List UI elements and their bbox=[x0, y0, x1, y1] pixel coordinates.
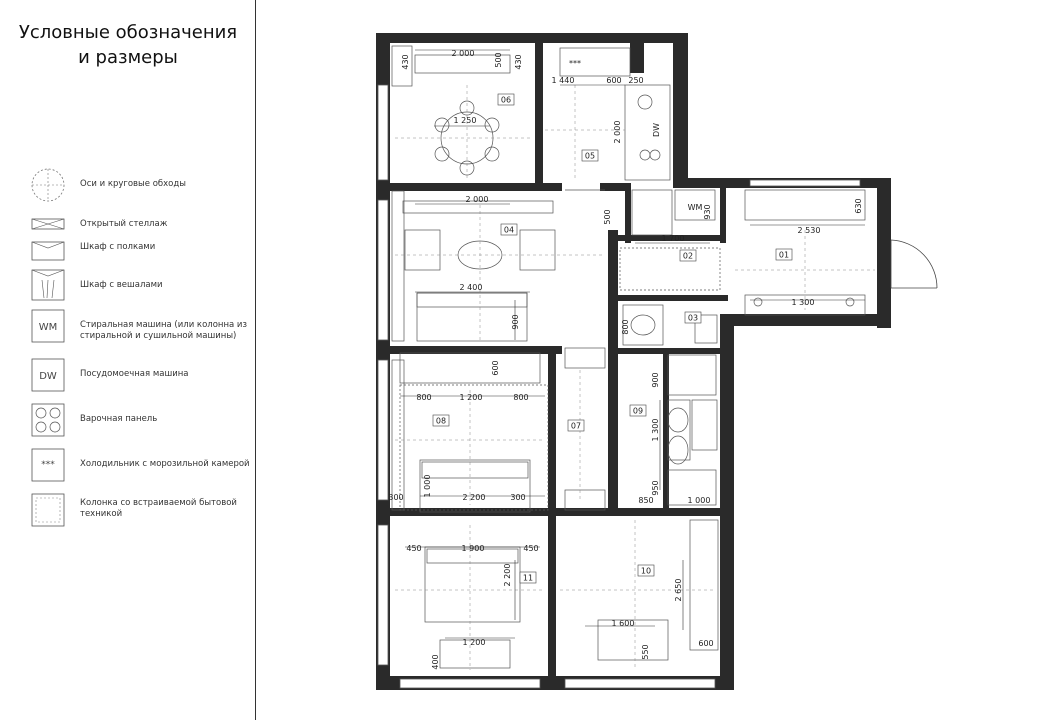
legend-label: Открытый стеллаж bbox=[80, 219, 168, 229]
dim-800-b: 800 bbox=[513, 393, 529, 402]
dim-1700: 1 700 bbox=[661, 234, 685, 243]
legend-title-line1: Условные обозначения bbox=[18, 22, 238, 43]
room-05-label: 05 bbox=[584, 151, 596, 161]
windows bbox=[378, 85, 860, 688]
room-03-label: 03 bbox=[687, 313, 699, 323]
legend-panel bbox=[0, 0, 256, 720]
plan-fridge-label: *** bbox=[569, 59, 581, 68]
appliance-column-icon bbox=[30, 492, 66, 528]
dim-600-08: 600 bbox=[491, 360, 500, 376]
dim-950: 950 bbox=[651, 480, 660, 496]
dim-1440: 1 440 bbox=[551, 76, 575, 85]
dim-300-b: 300 bbox=[510, 493, 526, 502]
dim-250: 250 bbox=[628, 76, 644, 85]
dim-2000-k: 2 000 bbox=[613, 120, 622, 144]
legend-title-line2: и размеры bbox=[78, 47, 178, 68]
room-01-label: 01 bbox=[778, 250, 790, 260]
floor-plan bbox=[370, 30, 950, 695]
dim-450-a: 450 bbox=[406, 544, 422, 553]
cooktop-icon bbox=[30, 402, 66, 438]
dim-800-03: 800 bbox=[621, 319, 630, 335]
dim-1300-01: 1 300 bbox=[791, 298, 815, 307]
plan-dw-label: DW bbox=[652, 122, 661, 138]
dim-430-b: 430 bbox=[514, 54, 523, 70]
dim-2650: 2 650 bbox=[674, 578, 683, 602]
dim-2000-lr: 2 000 bbox=[465, 195, 489, 204]
dim-900-09: 900 bbox=[651, 372, 660, 388]
legend-label: Шкаф с полками bbox=[80, 242, 156, 252]
entry-door bbox=[891, 240, 937, 288]
dim-1000-09: 1 000 bbox=[687, 496, 711, 505]
room-10-label: 10 bbox=[640, 566, 652, 576]
axis-lines bbox=[395, 85, 875, 670]
dim-430-a: 430 bbox=[401, 54, 410, 70]
dim-1200-11: 1 200 bbox=[462, 638, 486, 647]
dw-symbol: DW bbox=[39, 371, 57, 382]
dim-930: 930 bbox=[703, 204, 712, 220]
legend-label: Шкаф с вешалами bbox=[80, 280, 163, 290]
dimension-texts bbox=[388, 49, 863, 670]
dim-1250: 1 250 bbox=[453, 116, 477, 125]
dishwasher-icon bbox=[30, 357, 66, 393]
dim-550: 550 bbox=[641, 644, 650, 660]
dim-450-b: 450 bbox=[523, 544, 539, 553]
dim-600-10: 600 bbox=[698, 639, 714, 648]
dim-2200-08: 2 200 bbox=[462, 493, 486, 502]
legend-label: Посудомоечная машина bbox=[80, 369, 189, 379]
dim-1200-08: 1 200 bbox=[459, 393, 483, 402]
legend-label: Холодильник с морозильной камерой bbox=[80, 459, 250, 469]
dim-400: 400 bbox=[431, 654, 440, 670]
room-07-label: 07 bbox=[570, 421, 582, 431]
hanger-cabinet-icon bbox=[30, 268, 66, 304]
fridge-symbol: *** bbox=[41, 460, 55, 470]
dim-2000-top: 2 000 bbox=[451, 49, 475, 58]
legend-label: Колонка со встраиваемой бытовой техникой bbox=[80, 498, 237, 519]
dim-1900: 1 900 bbox=[461, 544, 485, 553]
wm-symbol: WM bbox=[38, 322, 58, 333]
dim-1600: 1 600 bbox=[611, 619, 635, 628]
legend-label: Стиральная машина (или колонна из стиральной и сушильной машины) bbox=[80, 320, 247, 341]
dim-800-a: 800 bbox=[416, 393, 432, 402]
walls bbox=[376, 33, 891, 690]
fridge-icon bbox=[30, 447, 66, 483]
axis-circle-icon bbox=[30, 167, 66, 203]
dim-2400: 2 400 bbox=[459, 283, 483, 292]
room-09-label: 09 bbox=[632, 406, 644, 416]
room-08-label: 08 bbox=[435, 416, 447, 426]
dim-850: 850 bbox=[638, 496, 654, 505]
legend-label: Варочная панель bbox=[80, 414, 158, 424]
room-06-label: 06 bbox=[500, 95, 512, 105]
legend-title bbox=[0, 20, 256, 70]
dim-630: 630 bbox=[854, 198, 863, 214]
furniture bbox=[392, 46, 865, 668]
dim-500-lr: 500 bbox=[603, 209, 612, 225]
room-11-label: 11 bbox=[522, 573, 534, 583]
plan-wm-label: WM bbox=[687, 203, 703, 212]
dim-2200-11: 2 200 bbox=[503, 563, 512, 587]
dim-1300-09: 1 300 bbox=[651, 418, 660, 442]
dim-1000-08: 1 000 bbox=[423, 474, 432, 498]
room-04-label: 04 bbox=[503, 225, 515, 235]
room-02-label: 02 bbox=[682, 251, 694, 261]
dim-500-top: 500 bbox=[494, 52, 503, 68]
legend-label: Оси и круговые обходы bbox=[80, 179, 186, 189]
dim-300-a: 300 bbox=[388, 493, 404, 502]
dim-600-k: 600 bbox=[606, 76, 622, 85]
dim-900-lr: 900 bbox=[511, 314, 520, 330]
washing-machine-icon bbox=[30, 308, 66, 344]
dim-2530: 2 530 bbox=[797, 226, 821, 235]
